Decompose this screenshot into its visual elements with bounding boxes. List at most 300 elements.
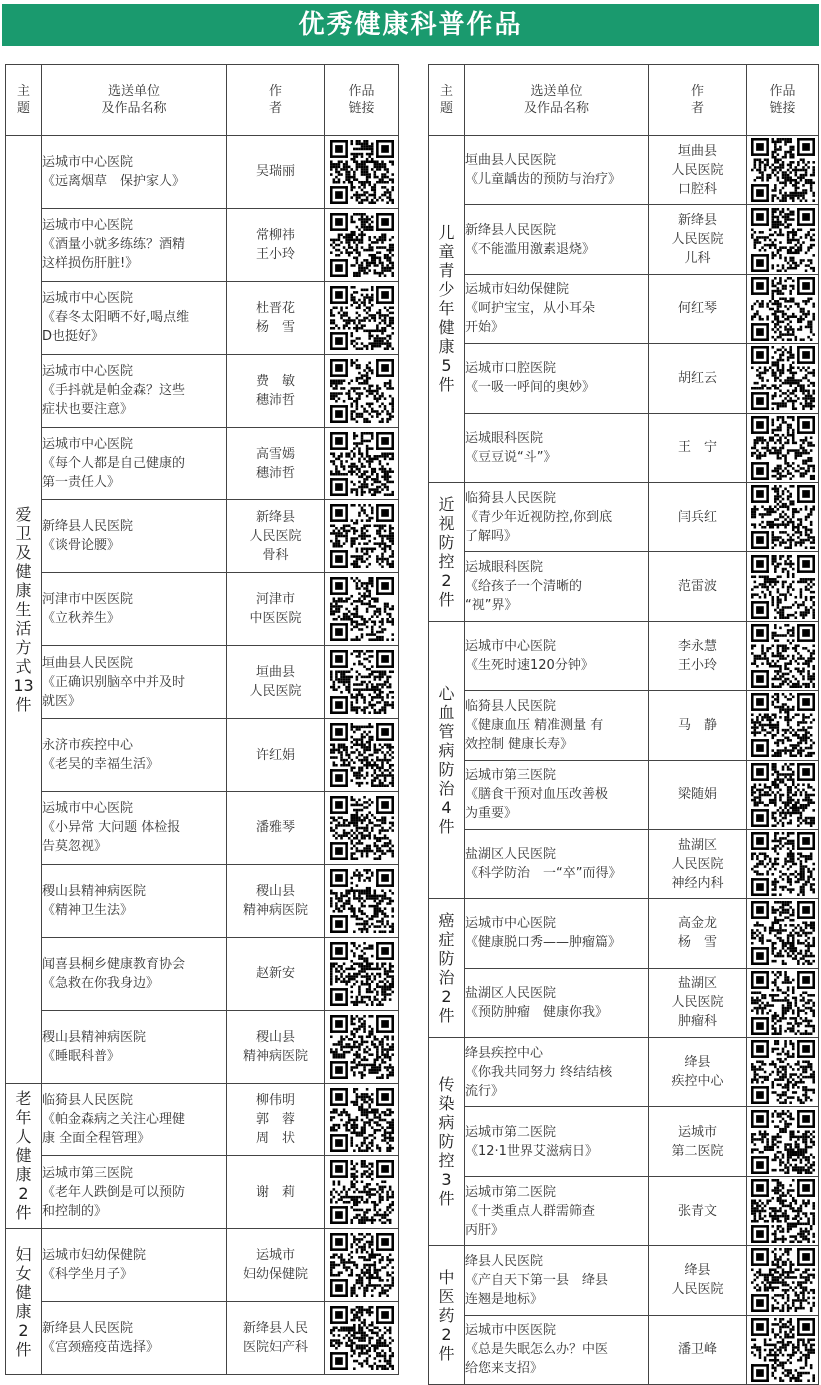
- author-cell: [649, 482, 747, 551]
- topic-char: 生: [15, 599, 32, 619]
- work-cell: [465, 760, 649, 829]
- work-title: 《手抖就是帕金森？这些: [42, 383, 186, 399]
- qr-code-icon[interactable]: [751, 693, 815, 757]
- topic-char: 康: [15, 580, 32, 600]
- topic-char: 妇: [15, 1244, 32, 1264]
- author-name: 潘卫峰: [677, 1342, 717, 1358]
- author-name: 柳伟明: [255, 1093, 295, 1109]
- author-name: 骨科: [262, 547, 289, 563]
- qr-code-icon[interactable]: [751, 277, 815, 341]
- header-link-line: 链接: [769, 101, 796, 116]
- submitting-unit: 运城市中心医院: [42, 364, 134, 380]
- topic-char: 件: [438, 1189, 455, 1209]
- submitting-unit: 运城市第三医院: [465, 768, 557, 784]
- author-name: 运城市: [255, 1248, 295, 1264]
- work-cell: [465, 1246, 649, 1315]
- author-name: 马 静: [677, 717, 717, 733]
- work-title: 症状也要注意》: [42, 402, 134, 418]
- qr-code-icon[interactable]: [751, 971, 815, 1035]
- work-title: 《宫颈癌疫苗选择》: [42, 1340, 160, 1356]
- submitting-unit: 运城市中心医院: [42, 154, 134, 170]
- topic-char: 健: [438, 318, 455, 338]
- topic-char: 3: [441, 1170, 452, 1190]
- topic-cell: [429, 621, 465, 899]
- author-name: 新绛县: [255, 509, 295, 525]
- author-name: 闫兵红: [677, 509, 717, 525]
- author-cell: [227, 427, 325, 500]
- qr-code-icon[interactable]: [330, 504, 394, 568]
- link-cell: [325, 864, 399, 937]
- submitting-unit: 绛县人民医院: [465, 1253, 544, 1269]
- qr-code-icon[interactable]: [751, 832, 815, 896]
- link-cell: [325, 937, 399, 1010]
- author-cell: [227, 354, 325, 427]
- author-name: 何红琴: [677, 301, 717, 317]
- link-cell: [747, 344, 819, 413]
- submitting-unit: 运城市中心医院: [465, 638, 557, 654]
- work-title: 流行》: [465, 1083, 505, 1099]
- topic-char: 老: [15, 1089, 32, 1109]
- page-title: 优秀健康科普作品: [2, 4, 819, 46]
- work-cell: [42, 427, 227, 500]
- topic-char: 件: [438, 817, 455, 837]
- submitting-unit: 永济市疾控中心: [42, 738, 134, 754]
- topic-char: 件: [438, 1006, 455, 1026]
- link-cell: [747, 829, 819, 898]
- work-title: 告莫忽视》: [42, 839, 108, 855]
- author-cell: [649, 136, 747, 205]
- header-topic: [6, 65, 42, 136]
- topic-char: 5: [441, 356, 452, 376]
- author-name: 郭 蓉: [255, 1112, 295, 1128]
- topic-cell: [429, 136, 465, 483]
- topic-char: 件: [438, 589, 455, 609]
- link-cell: [325, 354, 399, 427]
- work-cell: [42, 208, 227, 281]
- submitting-unit: 临猗县人民医院: [465, 698, 557, 714]
- qr-code-icon[interactable]: [751, 1040, 815, 1104]
- submitting-unit: 运城市第三医院: [42, 1165, 134, 1181]
- author-name: 高金龙: [677, 916, 717, 932]
- topic-char: 件: [15, 1339, 32, 1359]
- header-author-line: 作: [690, 84, 704, 99]
- qr-code-icon[interactable]: [330, 359, 394, 423]
- submitting-unit: 运城市口腔医院: [465, 361, 557, 377]
- work-title: 《健康脱口秀——肿瘤篇》: [465, 935, 622, 951]
- qr-code-icon[interactable]: [751, 485, 815, 549]
- work-cell: [465, 1107, 649, 1176]
- qr-code-icon[interactable]: [751, 138, 815, 202]
- submitting-unit: 运城市中心医院: [465, 916, 557, 932]
- table-row: [429, 482, 819, 551]
- table-row: [6, 937, 399, 1010]
- header-work-line: 选送单位: [107, 84, 160, 99]
- submitting-unit: 临猗县人民医院: [465, 490, 557, 506]
- topic-char: 件: [438, 1343, 455, 1363]
- topic-char: 药: [438, 1305, 455, 1325]
- topic-char: 2: [441, 570, 452, 590]
- qr-code-icon[interactable]: [751, 346, 815, 410]
- link-cell: [325, 208, 399, 281]
- qr-code-icon[interactable]: [751, 901, 815, 965]
- work-title: 《12·1世界艾滋病日》: [465, 1143, 598, 1159]
- work-cell: [42, 1229, 227, 1302]
- qr-code-icon[interactable]: [330, 869, 394, 933]
- qr-code-icon[interactable]: [751, 763, 815, 827]
- link-cell: [325, 1083, 399, 1156]
- work-title: 《一吸一呼间的奥妙》: [465, 380, 596, 396]
- qr-code-icon[interactable]: [751, 208, 815, 272]
- work-cell: [465, 482, 649, 551]
- author-cell: [649, 1246, 747, 1315]
- link-cell: [747, 1107, 819, 1176]
- author-cell: [227, 281, 325, 354]
- topic-char: 青: [438, 261, 455, 281]
- topic-char: 防: [438, 532, 455, 552]
- work-cell: [465, 205, 649, 274]
- work-title: 《豆豆说“斗”》: [465, 449, 557, 465]
- topic-char: 人: [15, 1127, 32, 1147]
- work-cell: [42, 864, 227, 937]
- work-title: 《正确识别脑卒中并及时: [42, 674, 186, 690]
- qr-code-icon[interactable]: [330, 1088, 394, 1152]
- author-cell: [649, 274, 747, 343]
- author-cell: [649, 968, 747, 1037]
- table-row: [429, 691, 819, 760]
- topic-char: 年: [15, 1108, 32, 1128]
- work-title: 《膳食干预对血压改善极: [465, 787, 609, 803]
- topic-char: 2: [441, 987, 452, 1007]
- work-title: 《儿童龋齿的预防与治疗》: [465, 172, 622, 188]
- link-cell: [325, 719, 399, 792]
- submitting-unit: 运城市中医医院: [465, 1323, 557, 1339]
- submitting-unit: 新绛县人民医院: [465, 222, 557, 238]
- author-name: 新绛县人民: [242, 1321, 308, 1337]
- topic-char: 年: [438, 299, 455, 319]
- author-name: 垣曲县: [255, 665, 295, 681]
- qr-code-icon[interactable]: [751, 1110, 815, 1174]
- work-cell: [42, 1156, 227, 1229]
- table-row: [429, 1315, 819, 1384]
- author-name: 垣曲县: [677, 143, 717, 159]
- work-title: “视”界》: [465, 598, 518, 614]
- submitting-unit: 运城市中心医院: [42, 218, 134, 234]
- work-title: 《每个人都是自己健康的: [42, 456, 186, 471]
- author-name: 王 宁: [677, 440, 717, 456]
- author-name: 谢 莉: [255, 1184, 295, 1200]
- work-title: 《科学坐月子》: [42, 1267, 134, 1283]
- qr-code-icon[interactable]: [330, 942, 394, 1006]
- topic-char: 症: [438, 930, 455, 950]
- author-name: 王小玲: [677, 657, 717, 673]
- link-cell: [747, 413, 819, 482]
- header-author: [227, 65, 325, 136]
- work-title: 《预防肿瘤 健康你我》: [465, 1004, 609, 1020]
- work-title: 《老年人跌倒是可以预防: [42, 1184, 186, 1200]
- header-link-line: 作品: [348, 84, 375, 99]
- submitting-unit: 垣曲县人民医院: [465, 153, 557, 169]
- author-name: 人民医院: [671, 1282, 724, 1298]
- author-name: 稷山县: [255, 883, 295, 899]
- author-name: 杜晋花: [255, 300, 295, 316]
- link-cell: [325, 1302, 399, 1375]
- qr-code-icon[interactable]: [330, 650, 394, 714]
- author-name: 新绛县: [677, 213, 717, 229]
- header-work-line: 及作品名称: [101, 101, 167, 116]
- topic-char: 2: [18, 1184, 29, 1204]
- author-name: 杨 雪: [255, 319, 295, 335]
- work-title: 《科学防治 一“卒”而得》: [465, 866, 622, 882]
- work-title: 《酒量小就多练练？酒精: [42, 237, 186, 253]
- work-cell: [465, 344, 649, 413]
- work-cell: [42, 719, 227, 792]
- author-name: 妇幼保健院: [242, 1267, 308, 1283]
- author-cell: [649, 1315, 747, 1384]
- topic-char: 康: [15, 1165, 32, 1185]
- table-row: [429, 274, 819, 343]
- header-author: [649, 65, 747, 136]
- author-cell: [227, 719, 325, 792]
- table-row: [6, 864, 399, 937]
- qr-code-icon[interactable]: [330, 286, 394, 350]
- work-cell: [42, 500, 227, 573]
- topic-char: 控: [438, 1151, 455, 1171]
- author-cell: [649, 1176, 747, 1245]
- submitting-unit: 运城市第二医院: [465, 1124, 557, 1140]
- author-name: 吴瑞丽: [255, 164, 295, 180]
- qr-code-icon[interactable]: [330, 1160, 394, 1224]
- table-row: [6, 500, 399, 573]
- author-name: 李永慧: [677, 638, 717, 654]
- work-title: 《给孩子一个清晰的: [465, 579, 583, 595]
- topic-char: 病: [438, 1113, 455, 1133]
- submitting-unit: 运城市妇幼保健院: [42, 1248, 147, 1264]
- author-name: 高雪嫣: [255, 446, 295, 462]
- link-cell: [747, 1176, 819, 1245]
- work-title: D也挺好》: [42, 329, 105, 345]
- author-name: 河津市: [255, 592, 295, 608]
- author-cell: [649, 413, 747, 482]
- table-row: [429, 621, 819, 690]
- work-cell: [465, 274, 649, 343]
- header-topic: [429, 65, 465, 136]
- link-cell: [747, 482, 819, 551]
- qr-code-icon[interactable]: [330, 796, 394, 860]
- author-name: 肿瘤科: [677, 1014, 717, 1030]
- qr-code-icon[interactable]: [330, 1233, 394, 1297]
- link-cell: [747, 136, 819, 205]
- link-cell: [325, 573, 399, 646]
- work-cell: [465, 1176, 649, 1245]
- topic-char: 管: [438, 722, 455, 742]
- author-cell: [227, 136, 325, 209]
- works-table-left: [5, 64, 399, 1375]
- topic-char: 2: [441, 1324, 452, 1344]
- link-cell: [325, 792, 399, 865]
- table-row: [6, 354, 399, 427]
- table-row: [429, 829, 819, 898]
- author-cell: [227, 500, 325, 573]
- qr-code-icon[interactable]: [330, 213, 394, 277]
- header-topic-char: 主: [16, 84, 30, 99]
- table-row: [6, 792, 399, 865]
- author-cell: [649, 760, 747, 829]
- work-title: 给您来支招》: [465, 1361, 544, 1377]
- topic-char: 染: [438, 1094, 455, 1114]
- table-row: [429, 413, 819, 482]
- submitting-unit: 闻喜县桐乡健康教育协会: [42, 956, 186, 972]
- work-title: 《不能滥用激素退烧》: [465, 241, 596, 257]
- author-name: 盐湖区: [677, 837, 717, 853]
- author-name: 盐湖区: [677, 976, 717, 992]
- author-name: 胡红云: [677, 370, 717, 386]
- submitting-unit: 新绛县人民医院: [42, 1321, 134, 1337]
- work-cell: [465, 621, 649, 690]
- table-row: [6, 1302, 399, 1375]
- work-cell: [42, 136, 227, 209]
- topic-char: 健: [15, 1146, 32, 1166]
- table-row: [6, 1229, 399, 1302]
- topic-char: 4: [441, 798, 452, 818]
- qr-code-icon[interactable]: [751, 1179, 815, 1243]
- header-work-line: 选送单位: [530, 84, 583, 99]
- table-row: [429, 968, 819, 1037]
- table-row: [6, 136, 399, 209]
- author-name: 赵新安: [255, 966, 295, 982]
- author-cell: [227, 573, 325, 646]
- link-cell: [325, 427, 399, 500]
- author-name: 绛县: [684, 1055, 711, 1071]
- author-name: 范雷波: [677, 579, 717, 595]
- table-row: [429, 1107, 819, 1176]
- author-name: 绛县: [684, 1263, 711, 1279]
- work-cell: [465, 899, 649, 968]
- link-cell: [747, 968, 819, 1037]
- author-name: 梁随娟: [677, 787, 717, 803]
- author-cell: [227, 1302, 325, 1375]
- qr-code-icon[interactable]: [751, 416, 815, 480]
- author-cell: [227, 864, 325, 937]
- author-name: 中医医院: [249, 611, 302, 627]
- work-cell: [465, 968, 649, 1037]
- table-row: [6, 208, 399, 281]
- topic-char: 防: [438, 760, 455, 780]
- topic-char: 及: [15, 542, 32, 562]
- topic-char: 儿: [438, 223, 455, 243]
- author-name: 第二医院: [671, 1143, 724, 1159]
- work-cell: [465, 691, 649, 760]
- work-title: 《睡眠科普》: [42, 1048, 121, 1064]
- author-name: 穗沛哲: [255, 465, 295, 481]
- link-cell: [325, 281, 399, 354]
- submitting-unit: 运城市妇幼保健院: [465, 282, 570, 298]
- topic-cell: [6, 136, 42, 1084]
- topic-char: 病: [438, 741, 455, 761]
- topic-char: 健: [15, 561, 32, 581]
- author-name: 运城市: [677, 1124, 717, 1140]
- qr-code-icon[interactable]: [751, 1318, 815, 1382]
- table-row: [6, 281, 399, 354]
- author-cell: [649, 829, 747, 898]
- link-cell: [747, 205, 819, 274]
- author-cell: [227, 208, 325, 281]
- qr-code-icon[interactable]: [330, 140, 394, 204]
- header-topic-char: 题: [439, 101, 453, 116]
- topic-cell: [6, 1083, 42, 1229]
- qr-code-icon[interactable]: [751, 555, 815, 619]
- author-name: 医院妇产科: [242, 1340, 308, 1356]
- qr-code-icon[interactable]: [751, 1248, 815, 1312]
- work-title: 这样损伤肝脏!》: [42, 256, 139, 272]
- header-row: [6, 65, 399, 136]
- header-author-line: 者: [690, 101, 704, 116]
- topic-char: 防: [438, 949, 455, 969]
- header-work: [465, 65, 649, 136]
- author-cell: [227, 646, 325, 719]
- submitting-unit: 稷山县精神病医院: [42, 883, 147, 899]
- work-title: 《呵护宝宝，从小耳朵: [465, 301, 596, 317]
- table-row: [429, 899, 819, 968]
- qr-code-icon[interactable]: [330, 577, 394, 641]
- header-author-line: 作: [268, 84, 282, 99]
- qr-code-icon[interactable]: [330, 432, 394, 496]
- table-row: [429, 1176, 819, 1245]
- work-cell: [465, 829, 649, 898]
- qr-code-icon[interactable]: [330, 723, 394, 787]
- author-cell: [227, 1083, 325, 1156]
- link-cell: [747, 760, 819, 829]
- topic-char: 中: [438, 1267, 455, 1287]
- link-cell: [325, 1229, 399, 1302]
- submitting-unit: 运城市中心医院: [42, 291, 134, 307]
- author-name: 费 敏: [255, 373, 295, 389]
- work-title: 康 全面全程管理》: [42, 1131, 151, 1147]
- work-title: 《你我共同努力 终结结核: [465, 1064, 613, 1080]
- author-cell: [227, 1156, 325, 1229]
- qr-code-icon[interactable]: [330, 1306, 394, 1370]
- work-cell: [42, 573, 227, 646]
- header-author-line: 者: [268, 101, 282, 116]
- qr-code-icon[interactable]: [751, 624, 815, 688]
- topic-cell: [429, 899, 465, 1038]
- link-cell: [747, 899, 819, 968]
- work-cell: [465, 1038, 649, 1107]
- topic-char: 2: [18, 1320, 29, 1340]
- header-topic-char: 主: [439, 84, 453, 99]
- submitting-unit: 临猗县人民医院: [42, 1093, 134, 1109]
- author-name: 常柳祎: [255, 227, 295, 243]
- work-cell: [42, 354, 227, 427]
- link-cell: [747, 274, 819, 343]
- table-row: [429, 552, 819, 621]
- link-cell: [747, 1246, 819, 1315]
- submitting-unit: 运城市中心医院: [42, 437, 134, 452]
- work-title: 就医》: [42, 693, 82, 709]
- author-cell: [649, 552, 747, 621]
- author-name: 张青文: [677, 1203, 717, 1219]
- work-title: 《十类重点人群需筛查: [465, 1203, 596, 1219]
- topic-cell: [6, 1229, 42, 1375]
- work-title: 丙肝》: [465, 1222, 505, 1238]
- work-title: 《春冬太阳晒不好,喝点维: [42, 310, 190, 326]
- table-row: [6, 1156, 399, 1229]
- topic-char: 健: [15, 1282, 32, 1302]
- submitting-unit: 运城市中心医院: [42, 801, 134, 817]
- author-name: 潘雅琴: [255, 820, 295, 836]
- topic-char: 康: [438, 337, 455, 357]
- author-name: 精神病医院: [242, 1048, 308, 1064]
- qr-code-icon[interactable]: [330, 1015, 394, 1079]
